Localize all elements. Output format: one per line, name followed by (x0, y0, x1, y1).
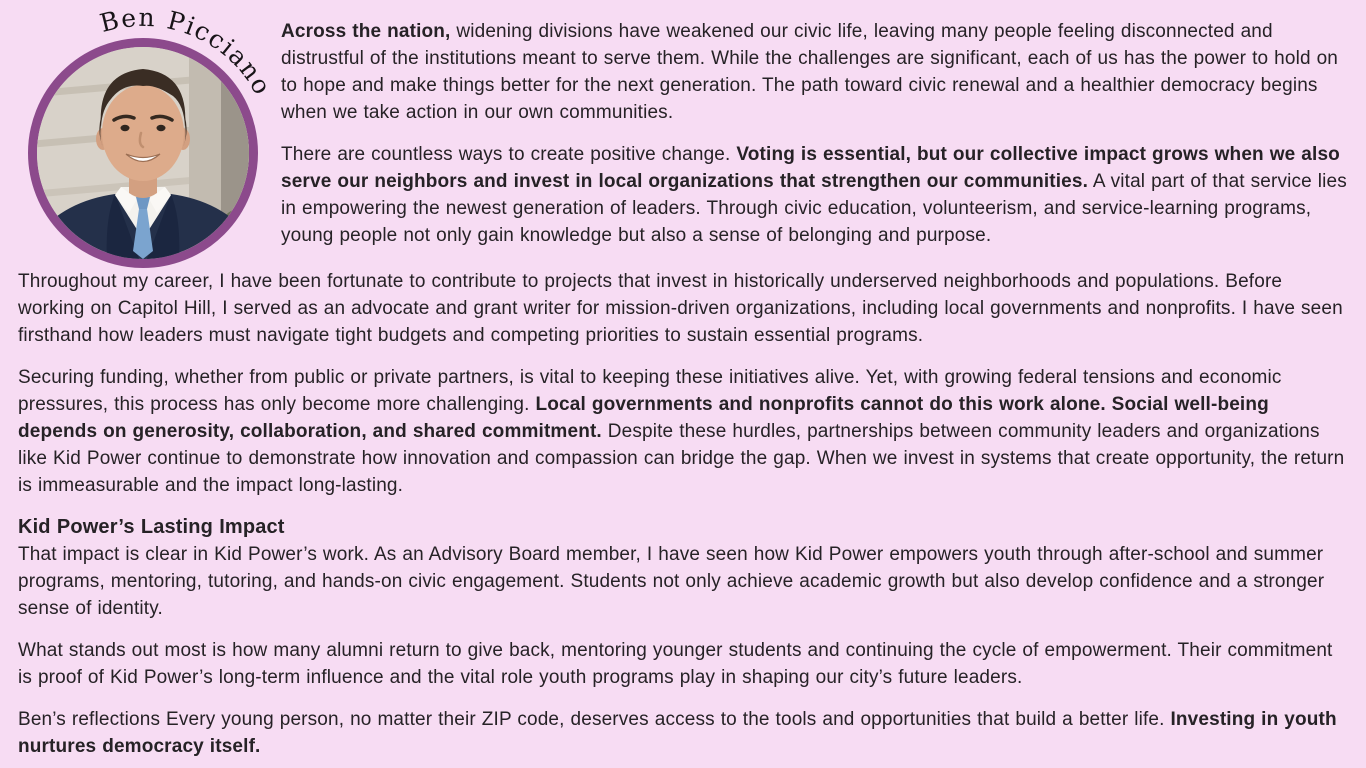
bold-text-run: Kid Power’s Lasting Impact (18, 516, 285, 538)
profile-photo (28, 38, 258, 268)
text-run: Throughout my career, I have been fortunate to contribute to projects that invest in historically underserved neighborhoods and populations. Before working on Capitol Hill, I served as an advocate and grant writer for mission-driven organizations, including local governments and nonprofits. I have seen firsthand how leaders must navigate tight budgets and competing priorities to sustain essential programs. (18, 271, 1343, 346)
text-run: There are countless ways to create positive change. (281, 144, 737, 165)
bold-text-run: Voting is essential, but our collective impact grows when we also serve our neighbors and invest in local organizations that strengthen our communities. (281, 144, 1340, 192)
article-paragraph (18, 637, 1350, 691)
text-run: Securing funding, whether from public or private partners, is vital to keeping these initiatives alive. Yet, with growing federal tensions and economic pressures, this process has only become more challenging. (18, 367, 1282, 415)
bold-text-run: Investing in youth nurtures democracy itself. (18, 709, 1337, 757)
profile-name: Ben Picciano (96, 2, 278, 101)
text-run: That impact is clear in Kid Power’s work. As an Advisory Board member, I have seen how Kid Power empowers youth through after-school and summer programs, mentoring, tutoring, and hands-on civic engagement. Students not only achieve academic growth but also develop confidence and a stronger sense of identity. (18, 544, 1325, 619)
article-paragraph (18, 268, 1350, 349)
body-sections (18, 268, 1350, 760)
article-paragraph (18, 541, 1350, 622)
article-paragraph (18, 364, 1350, 499)
section-heading (18, 514, 1350, 541)
text-run: A vital part of that service lies in empowering the newest generation of leaders. Through civic education, volunteerism, and service-learning programs, young people not only gain knowledge but also a sense of belonging and purpose. (281, 171, 1347, 246)
article-body (18, 2, 1350, 760)
text-run: What stands out most is how many alumni return to give back, mentoring younger students and continuing the cycle of empowerment. Their commitment is proof of Kid Power’s long-term influence and the vital role youth programs play in shaping our city’s future leaders. (18, 640, 1333, 688)
portrait-illustration (37, 47, 249, 259)
article-paragraph (18, 706, 1350, 760)
text-run: Despite these hurdles, partnerships between community leaders and organizations like Kid Power continue to demonstrate how innovation and compassion can bridge the gap. When we invest in systems that create opportunity, the return is immeasurable and the impact long-lasting. (18, 421, 1345, 496)
bold-text-run: Across the nation, (281, 21, 451, 42)
intro-section (18, 2, 1350, 249)
text-run: widening divisions have weakened our civic life, leaving many people feeling disconnected and distrustful of the institutions meant to serve them. While the challenges are significant, each of us has the power to hold on to hope and make things better for the next generation. The path toward civic renewal and a healthier democracy begins when we take action in our own communities. (281, 21, 1339, 123)
bold-text-run: Local governments and nonprofits cannot do this work alone. Social well-being depends on generosity, collaboration, and shared commitment. (18, 394, 1269, 442)
text-run: Ben’s reflections Every young person, no matter their ZIP code, deserves access to the tools and opportunities that build a better life. (18, 709, 1171, 730)
profile-photo-block (18, 2, 278, 268)
